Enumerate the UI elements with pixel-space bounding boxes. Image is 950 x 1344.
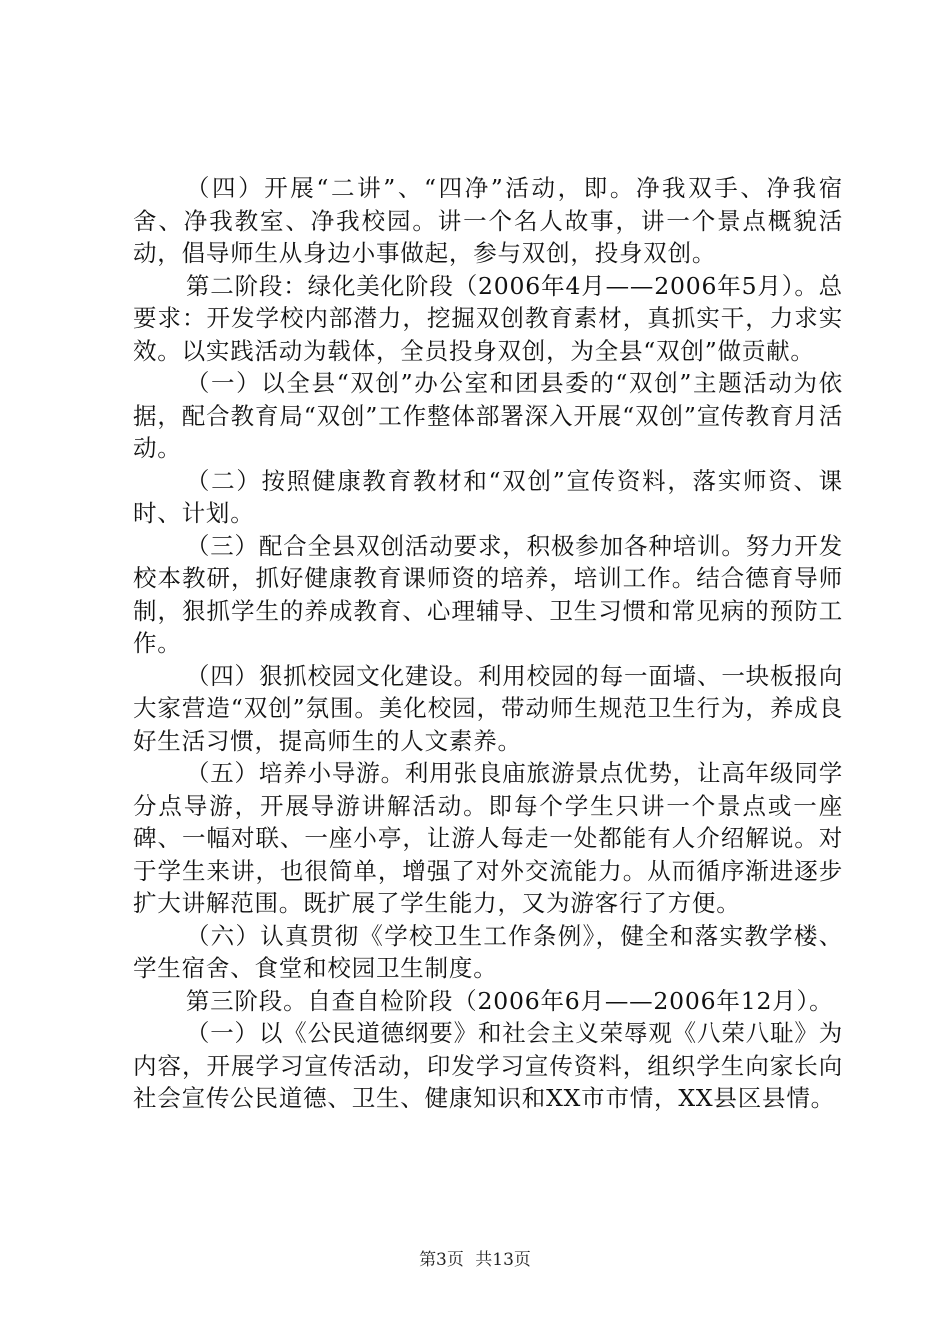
paragraph-stage-two: 第二阶段：绿化美化阶段（2006年4月——2006年5月）。总要求：开发学校内部潜力，挖掘双创教育素材，真抓实干，力求实效。以实践活动为载体，全员投身双创，为全县“双创”做贡献。 [133, 271, 843, 365]
paragraph-item-five: （五）培养小导游。利用张良庙旅游景点优势，让高年级同学分点导游，开展导游讲解活动。即每个学生只讲一个景点或一座碑、一幅对联、一座小亭，让游人每走一处都能有人介绍解说。对于学生来讲，也很简单，增强了对外交流能力。从而循序渐进逐步扩大讲解范围。既扩展了学生能力，又为游客行了方便。 [133, 759, 843, 917]
paragraph-stage-three: 第三阶段。自查自检阶段（2006年6月——2006年12月）。 [185, 986, 834, 1015]
paragraph-activity-four: （四）开展“二讲”、“四净”活动，即。净我双手、净我宿舍、净我教室、净我校园。讲一个名人故事，讲一个景点概貌活动，倡导师生从身边小事做起，参与双创，投身双创。 [133, 174, 843, 267]
paragraph-item-six: （六）认真贯彻《学校卫生工作条例》，健全和落实教学楼、学生宿舍、食堂和校园卫生制度。 [133, 921, 843, 982]
paragraph-item-three: （三）配合全县双创活动要求，积极参加各种培训。努力开发校本教研，抓好健康教育课师资的培养，培训工作。结合德育导师制，狠抓学生的养成教育、心理辅导、卫生习惯和常见病的预防工作。 [133, 531, 843, 657]
paragraph-item-two: （二）按照健康教育教材和“双创”宣传资料，落实师资、课时、计划。 [133, 466, 843, 527]
paragraph-item-four: （四）狠抓校园文化建设。利用校园的每一面墙、一块板报向大家营造“双创”氛围。美化校园，带动师生规范卫生行为，养成良好生活习惯，提高师生的人文素养。 [133, 661, 843, 755]
document-body [133, 172, 843, 1115]
total-pages: 共13页 [475, 1250, 531, 1270]
paragraph-stage-three-item-one: （一）以《公民道德纲要》和社会主义荣辱观《八荣八耻》为内容，开展学习宣传活动，印发学习宣传资料，组织学生向家长向社会宣传公民道德、卫生、健康知识和XX市市情，XX县区县情。 [133, 1019, 843, 1112]
page-number: 第3页 [419, 1250, 464, 1270]
page-footer [0, 1245, 950, 1270]
paragraph-item-one: （一）以全县“双创”办公室和团县委的“双创”主题活动为依据，配合教育局“双创”工作整体部署深入开展“双创”宣传教育月活动。 [133, 369, 843, 462]
